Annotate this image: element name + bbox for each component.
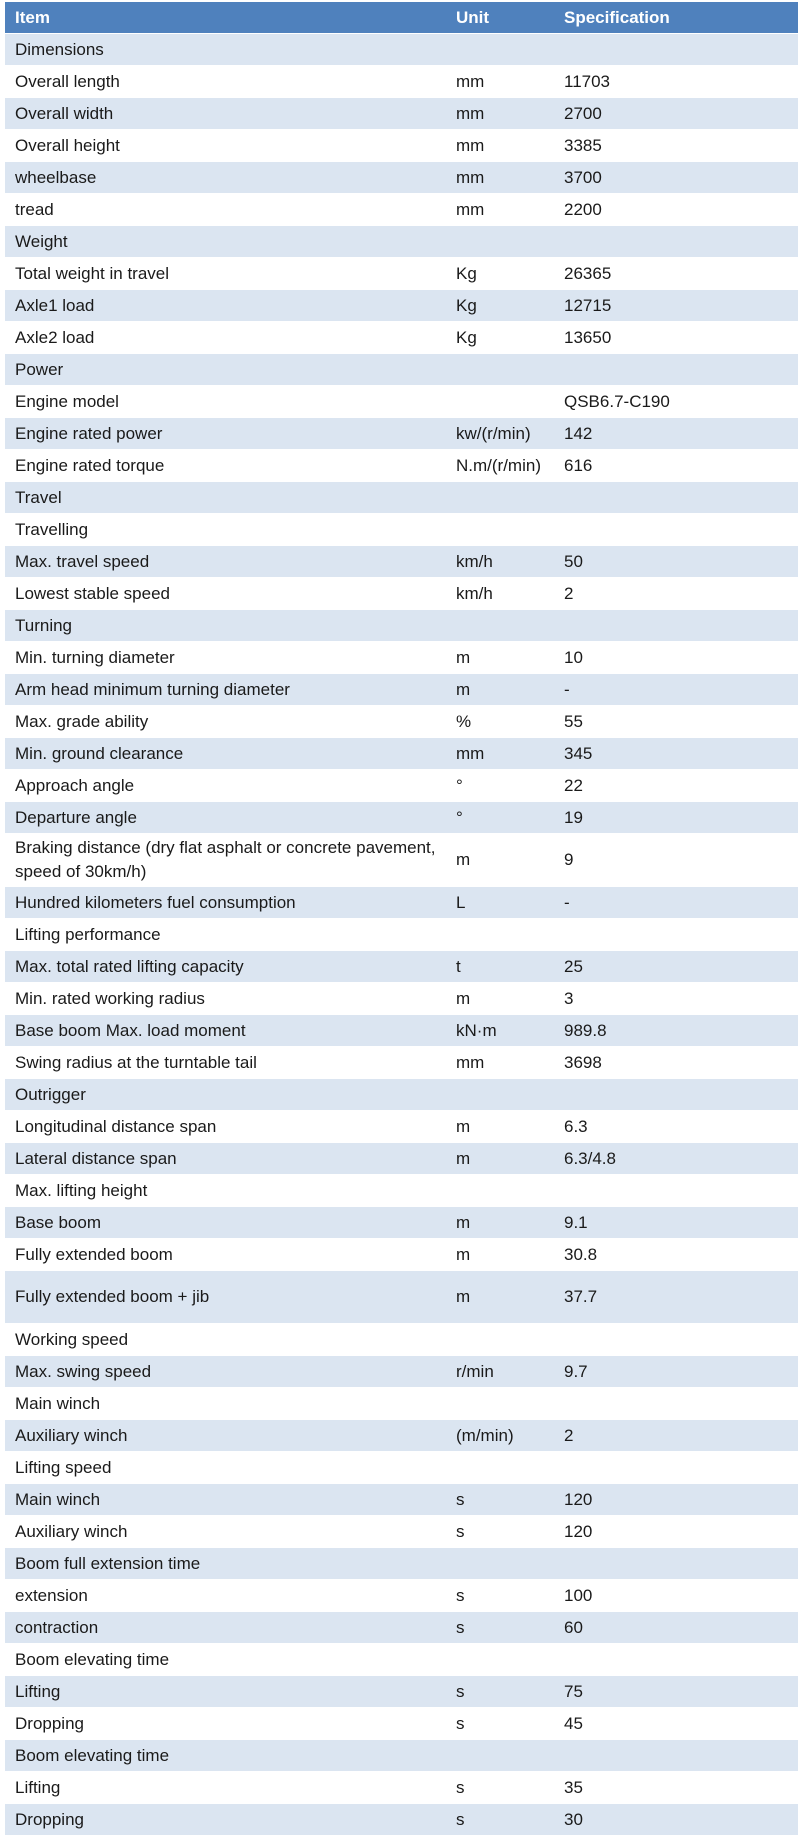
cell-specification: 3 — [558, 983, 798, 1015]
cell-item: Arm head minimum turning diameter — [5, 674, 452, 706]
cell-specification — [558, 514, 798, 546]
cell-specification — [558, 1079, 798, 1111]
cell-specification: 13650 — [558, 322, 798, 354]
table-row — [5, 834, 798, 887]
cell-specification: 3700 — [558, 162, 798, 194]
cell-item: wheelbase — [5, 162, 452, 194]
cell-unit: Kg — [452, 322, 558, 354]
cell-unit: mm — [452, 98, 558, 130]
cell-unit: m — [452, 1239, 558, 1271]
cell-item: Hundred kilometers fuel consumption — [5, 887, 452, 919]
cell-unit: m — [452, 1143, 558, 1175]
table-row — [5, 1047, 798, 1079]
cell-specification: 35 — [558, 1772, 798, 1804]
table-row — [5, 322, 798, 354]
cell-specification: 142 — [558, 418, 798, 450]
cell-unit — [452, 1175, 558, 1207]
cell-item: Base boom Max. load moment — [5, 1015, 452, 1047]
cell-specification: 12715 — [558, 290, 798, 322]
cell-item: Boom elevating time — [5, 1644, 452, 1676]
cell-unit: kw/(r/min) — [452, 418, 558, 450]
cell-specification: 30.8 — [558, 1239, 798, 1271]
cell-item: Fully extended boom + jib — [5, 1271, 452, 1324]
cell-item: Working speed — [5, 1324, 452, 1356]
cell-unit — [452, 919, 558, 951]
table-row — [5, 386, 798, 418]
cell-item: Dropping — [5, 1708, 452, 1740]
cell-specification: 37.7 — [558, 1271, 798, 1324]
cell-unit: mm — [452, 162, 558, 194]
cell-unit: m — [452, 983, 558, 1015]
cell-item: tread — [5, 194, 452, 226]
cell-unit — [452, 226, 558, 258]
cell-specification: 45 — [558, 1708, 798, 1740]
cell-specification: 50 — [558, 546, 798, 578]
cell-item: Axle2 load — [5, 322, 452, 354]
table-row — [5, 1015, 798, 1047]
cell-specification: 2200 — [558, 194, 798, 226]
cell-item: Main winch — [5, 1484, 452, 1516]
cell-unit — [452, 1324, 558, 1356]
cell-unit: s — [452, 1612, 558, 1644]
cell-unit: mm — [452, 66, 558, 98]
cell-specification: 120 — [558, 1484, 798, 1516]
cell-unit — [452, 1388, 558, 1420]
cell-specification — [558, 482, 798, 514]
table-row — [5, 226, 798, 258]
cell-specification — [558, 1388, 798, 1420]
cell-item: Boom full extension time — [5, 1548, 452, 1580]
cell-unit: s — [452, 1484, 558, 1516]
cell-unit: Kg — [452, 258, 558, 290]
cell-specification: 3698 — [558, 1047, 798, 1079]
table-row — [5, 1143, 798, 1175]
table-row — [5, 34, 798, 66]
table-row — [5, 1772, 798, 1804]
cell-unit: L — [452, 887, 558, 919]
table-row — [5, 1324, 798, 1356]
table-row — [5, 1676, 798, 1708]
cell-specification: QSB6.7-C190 — [558, 386, 798, 418]
cell-item: Lifting speed — [5, 1452, 452, 1484]
specification-table — [5, 2, 798, 1835]
header-specification: Specification — [558, 2, 798, 34]
cell-unit: s — [452, 1804, 558, 1835]
cell-specification: 9.7 — [558, 1356, 798, 1388]
table-row — [5, 1644, 798, 1676]
cell-specification: 2700 — [558, 98, 798, 130]
cell-specification — [558, 610, 798, 642]
cell-specification: 345 — [558, 738, 798, 770]
table-row — [5, 290, 798, 322]
table-row — [5, 130, 798, 162]
table-row — [5, 1420, 798, 1452]
cell-unit: s — [452, 1580, 558, 1612]
cell-item: Approach angle — [5, 770, 452, 802]
table-row — [5, 1079, 798, 1111]
table-row — [5, 951, 798, 983]
table-row — [5, 450, 798, 482]
cell-item: Braking distance (dry flat asphalt or concrete pavement, speed of 30km/h) — [5, 834, 452, 887]
cell-specification: 9 — [558, 834, 798, 887]
table-row — [5, 1452, 798, 1484]
table-row — [5, 578, 798, 610]
table-row — [5, 482, 798, 514]
table-row — [5, 1740, 798, 1772]
cell-unit — [452, 386, 558, 418]
cell-specification: - — [558, 674, 798, 706]
cell-item: Fully extended boom — [5, 1239, 452, 1271]
table-row — [5, 1548, 798, 1580]
table-row — [5, 1804, 798, 1835]
cell-unit — [452, 482, 558, 514]
table-row — [5, 98, 798, 130]
cell-unit: kN·m — [452, 1015, 558, 1047]
cell-item: Auxiliary winch — [5, 1516, 452, 1548]
cell-item: contraction — [5, 1612, 452, 1644]
cell-item: Max. travel speed — [5, 546, 452, 578]
cell-specification — [558, 1740, 798, 1772]
cell-unit — [452, 1079, 558, 1111]
cell-specification: 100 — [558, 1580, 798, 1612]
cell-item: Max. swing speed — [5, 1356, 452, 1388]
cell-unit — [452, 514, 558, 546]
cell-specification: 11703 — [558, 66, 798, 98]
cell-specification: 3385 — [558, 130, 798, 162]
table-row — [5, 1612, 798, 1644]
cell-unit: m — [452, 642, 558, 674]
cell-item: Engine model — [5, 386, 452, 418]
cell-specification: 9.1 — [558, 1207, 798, 1239]
cell-unit: r/min — [452, 1356, 558, 1388]
cell-unit — [452, 1548, 558, 1580]
table-row — [5, 354, 798, 386]
cell-specification — [558, 919, 798, 951]
cell-specification — [558, 1644, 798, 1676]
cell-specification: 616 — [558, 450, 798, 482]
cell-specification — [558, 1175, 798, 1207]
cell-unit: m — [452, 1207, 558, 1239]
cell-specification: 120 — [558, 1516, 798, 1548]
cell-item: Max. grade ability — [5, 706, 452, 738]
cell-specification: 55 — [558, 706, 798, 738]
cell-unit: t — [452, 951, 558, 983]
cell-unit: m — [452, 1271, 558, 1324]
table-row — [5, 1356, 798, 1388]
cell-specification — [558, 34, 798, 66]
cell-item: Lowest stable speed — [5, 578, 452, 610]
table-row — [5, 1388, 798, 1420]
cell-specification: 6.3/4.8 — [558, 1143, 798, 1175]
cell-unit: mm — [452, 194, 558, 226]
header-item: Item — [5, 2, 452, 34]
cell-unit — [452, 34, 558, 66]
table-row — [5, 610, 798, 642]
cell-specification: 75 — [558, 1676, 798, 1708]
cell-item: Lifting performance — [5, 919, 452, 951]
cell-unit: s — [452, 1516, 558, 1548]
cell-item: Min. turning diameter — [5, 642, 452, 674]
cell-unit: ° — [452, 770, 558, 802]
table-row — [5, 194, 798, 226]
table-row — [5, 706, 798, 738]
cell-unit: s — [452, 1772, 558, 1804]
header-unit: Unit — [452, 2, 558, 34]
cell-item: Lifting — [5, 1772, 452, 1804]
cell-specification — [558, 1548, 798, 1580]
table-row — [5, 802, 798, 834]
cell-specification — [558, 354, 798, 386]
cell-item: Min. ground clearance — [5, 738, 452, 770]
cell-item: Travel — [5, 482, 452, 514]
cell-specification — [558, 1324, 798, 1356]
cell-item: Overall length — [5, 66, 452, 98]
cell-specification: 2 — [558, 578, 798, 610]
cell-item: Swing radius at the turntable tail — [5, 1047, 452, 1079]
cell-item: Min. rated working radius — [5, 983, 452, 1015]
cell-unit: Kg — [452, 290, 558, 322]
cell-item: Dropping — [5, 1804, 452, 1835]
cell-unit: mm — [452, 130, 558, 162]
cell-specification — [558, 226, 798, 258]
cell-specification: 19 — [558, 802, 798, 834]
cell-unit: s — [452, 1708, 558, 1740]
table-row — [5, 258, 798, 290]
cell-unit: s — [452, 1676, 558, 1708]
table-row — [5, 919, 798, 951]
cell-unit: m — [452, 674, 558, 706]
cell-item: Engine rated power — [5, 418, 452, 450]
table-row — [5, 66, 798, 98]
cell-item: Total weight in travel — [5, 258, 452, 290]
cell-specification: - — [558, 887, 798, 919]
cell-specification: 2 — [558, 1420, 798, 1452]
cell-specification: 60 — [558, 1612, 798, 1644]
cell-item: Axle1 load — [5, 290, 452, 322]
cell-unit — [452, 610, 558, 642]
cell-unit — [452, 1644, 558, 1676]
cell-unit — [452, 1452, 558, 1484]
cell-unit: km/h — [452, 578, 558, 610]
table-row — [5, 1271, 798, 1324]
table-row — [5, 1516, 798, 1548]
cell-specification: 25 — [558, 951, 798, 983]
table-row — [5, 162, 798, 194]
cell-item: Max. total rated lifting capacity — [5, 951, 452, 983]
cell-specification: 6.3 — [558, 1111, 798, 1143]
table-row — [5, 738, 798, 770]
cell-item: Outrigger — [5, 1079, 452, 1111]
table-row — [5, 1111, 798, 1143]
cell-item: Power — [5, 354, 452, 386]
table-row — [5, 1175, 798, 1207]
cell-item: Overall height — [5, 130, 452, 162]
cell-unit: (m/min) — [452, 1420, 558, 1452]
cell-unit: m — [452, 1111, 558, 1143]
table-row — [5, 1580, 798, 1612]
table-row — [5, 770, 798, 802]
table-row — [5, 983, 798, 1015]
header-row — [5, 2, 798, 34]
table-row — [5, 642, 798, 674]
cell-item: Dimensions — [5, 34, 452, 66]
cell-item: Turning — [5, 610, 452, 642]
table-body — [5, 34, 798, 1835]
cell-item: Auxiliary winch — [5, 1420, 452, 1452]
cell-item: Main winch — [5, 1388, 452, 1420]
cell-item: Max. lifting height — [5, 1175, 452, 1207]
table-row — [5, 418, 798, 450]
cell-item: Weight — [5, 226, 452, 258]
cell-item: Base boom — [5, 1207, 452, 1239]
table-row — [5, 546, 798, 578]
table-row — [5, 1207, 798, 1239]
table-row — [5, 674, 798, 706]
table-row — [5, 1484, 798, 1516]
cell-unit: ° — [452, 802, 558, 834]
cell-unit — [452, 1740, 558, 1772]
cell-item: Engine rated torque — [5, 450, 452, 482]
cell-specification: 22 — [558, 770, 798, 802]
table-row — [5, 1239, 798, 1271]
cell-item: extension — [5, 1580, 452, 1612]
cell-item: Lifting — [5, 1676, 452, 1708]
cell-item: Lateral distance span — [5, 1143, 452, 1175]
cell-specification: 10 — [558, 642, 798, 674]
cell-unit: m — [452, 834, 558, 887]
cell-specification: 26365 — [558, 258, 798, 290]
table-row — [5, 887, 798, 919]
cell-specification: 30 — [558, 1804, 798, 1835]
cell-item: Travelling — [5, 514, 452, 546]
table-row — [5, 514, 798, 546]
cell-unit: mm — [452, 1047, 558, 1079]
cell-item: Longitudinal distance span — [5, 1111, 452, 1143]
cell-specification: 989.8 — [558, 1015, 798, 1047]
cell-unit: km/h — [452, 546, 558, 578]
cell-item: Overall width — [5, 98, 452, 130]
cell-unit: mm — [452, 738, 558, 770]
cell-unit — [452, 354, 558, 386]
cell-item: Departure angle — [5, 802, 452, 834]
table-header — [5, 2, 798, 34]
cell-unit: % — [452, 706, 558, 738]
cell-specification — [558, 1452, 798, 1484]
cell-unit: N.m/(r/min) — [452, 450, 558, 482]
cell-item: Boom elevating time — [5, 1740, 452, 1772]
table-row — [5, 1708, 798, 1740]
